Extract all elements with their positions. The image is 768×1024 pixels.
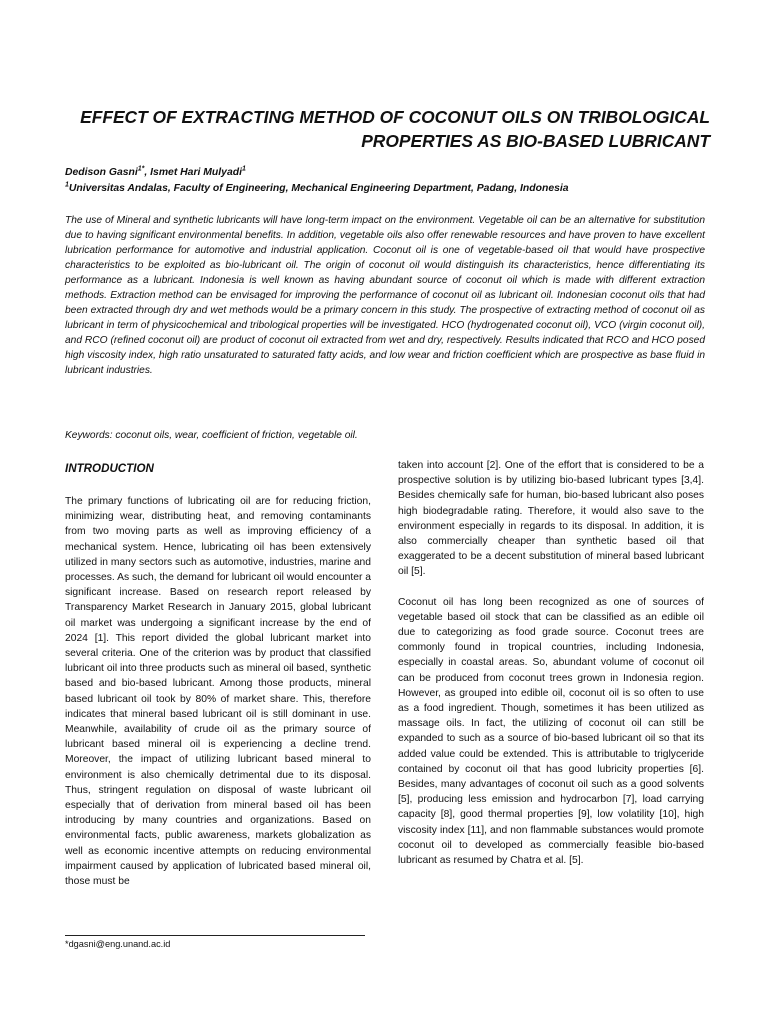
intro-paragraph-1: The primary functions of lubricating oil are for reducing friction, minimizing wear, distributing heat, and removing contaminants from two moving parts as well as improving efficiency of a mechanical system. Hence, lubricating oil has been extensively utilized in many sectors such as automotive, industries, marine and processes. As such, the demand for lubricant oil would encounter a significant increase. Based on research report released by Transparency Market Research in January 2015, global lubricant oil market was undergoing a significant increase by the end of 2024 [1]. This report divided the global lubricant market into several criteria. One of the criterion was by product that classified lubricant oil into three products such as mineral oil based, synthetic based and bio-based lubricant. Among those products, mineral based lubricant oil took by 80% of market share. This, therefore indicates that mineral based lubricant oil is still dominant in use. Meanwhile, availability of crude oil as the primary source of lubricant based mineral oil is experiencing a decline trend. Moreover, the impact of utilizing lubricant based mineral to environment is also chemically detrimental due to its disposal. Thus, stringent regulation on disposal of waste lubricant oil especially that of derivation from mineral based oil has been introducing by many countries and organizations. Based on environmental facts, public awareness, markets globalization as well as economic incentive attempts on reducing environmental impairment caused by application of lubricated based mineral oil, those must be (65, 496, 371, 888)
author-names: Dedison Gasni$^{1*}$, Ismet Hari Mulyadi$^1$ (65, 165, 246, 178)
footnote-email: *dgasni@eng.unand.ac.id (65, 939, 171, 949)
keywords: Keywords: coconut oils, wear, coefficient of friction, vegetable oil. (65, 430, 358, 441)
intro-paragraph-2: taken into account [2]. One of the effort that is considered to be a prospective solution is by utilizing bio-based lubricant types [3,4]. Besides chemically safe for human, bio-based lubricant also poses high biodegradable rating. Therefore, it would also save to the environment especially in regards to its disposal. In addition, it is also commercially cheaper than synthetic based oil that exaggerated to be a decent substitution of mineral based lubricant oil [5]. (398, 460, 704, 578)
left-column (65, 456, 371, 889)
paper-title (70, 105, 710, 153)
right-column (398, 458, 704, 868)
abstract: The use of Mineral and synthetic lubricants will have long-term impact on the environment. Vegetable oil can be an alternative for substitution due to having significant environmental benefits. In addition, vegetable oils also offer renewable resources and have proven to have excellent lubrication performance for automotive and industrial application. Coconut oil is one of vegetable-based oil that would have prospective characteristics to be exploited as bio-lubricant oil. The origin of coconut oil would distinguish its characteristics, hence differentiating its performance as a lubricant. Indonesia is well known as having abundant source of coconut oil which is made with different extraction methods. Extraction method can be envisaged for improving the performance of coconut oil as lubricant oil. Indonesian coconut oils that had been extracted through dry and wet methods would be a primary concern in this study. The prospective of extracting method of coconut oil as lubricant in term of physicochemical and tribological properties will be investigated. HCO (hydrogenated coconut oil), VCO (virgin coconut oil), and RCO (refined coconut oil) are product of coconut oil extracted from wet and dry, respectively. Results indicated that RCO and HCO posed high viscosity index, high ratio unsaturated to saturated fatty acids, and low wear and friction coefficient which are prospective as base fluid in lubricant industries. (65, 215, 705, 377)
title-line-2: PROPERTIES AS BIO-BASED LUBRICANT (361, 131, 710, 151)
paragraph-gap (398, 580, 704, 595)
title-line-1: EFFECT OF EXTRACTING METHOD OF COCONUT OILS ON TRIBOLOGICAL (80, 107, 710, 127)
author-affiliation: $^1$Universitas Andalas, Faculty of Engineering, Mechanical Engineering Department, Padang, Indonesia (65, 181, 569, 194)
section-heading-introduction: INTRODUCTION (65, 462, 154, 475)
author-block (65, 165, 715, 197)
footnote-rule (65, 935, 365, 936)
intro-paragraph-3: Coconut oil has long been recognized as one of sources of vegetable based oil stock that can be classified as an edible oil due to categorizing as food grade source. Coconut trees are commonly found in tropical countries, including Indonesia, especially in coastal areas. So, abundant volume of coconut oil can be produced from coconut trees grown in Indonesia region. However, as grouped into edible oil, coconut oil is so often to use as a food ingredient. Though, sometimes it has been utilized as massage oils. In fact, the utilizing of coconut oil can still be expanded to such as a source of bio-based lubricant oil so that its added value could be extended. This is attributable to triglyceride contained by coconut oil that has good lubricity properties [6]. Besides, many advantages of coconut oil such as a good solvents [5], producing less emission and hydrocarbon [7], load carrying capacity [8], good thermal properties [9], low volatility [10], high viscosity index [11], and non flammable substances would promote coconut oil to developed as commercially feasible bio-based lubricant as resumed by Chatra et al. [5]. (398, 596, 704, 867)
